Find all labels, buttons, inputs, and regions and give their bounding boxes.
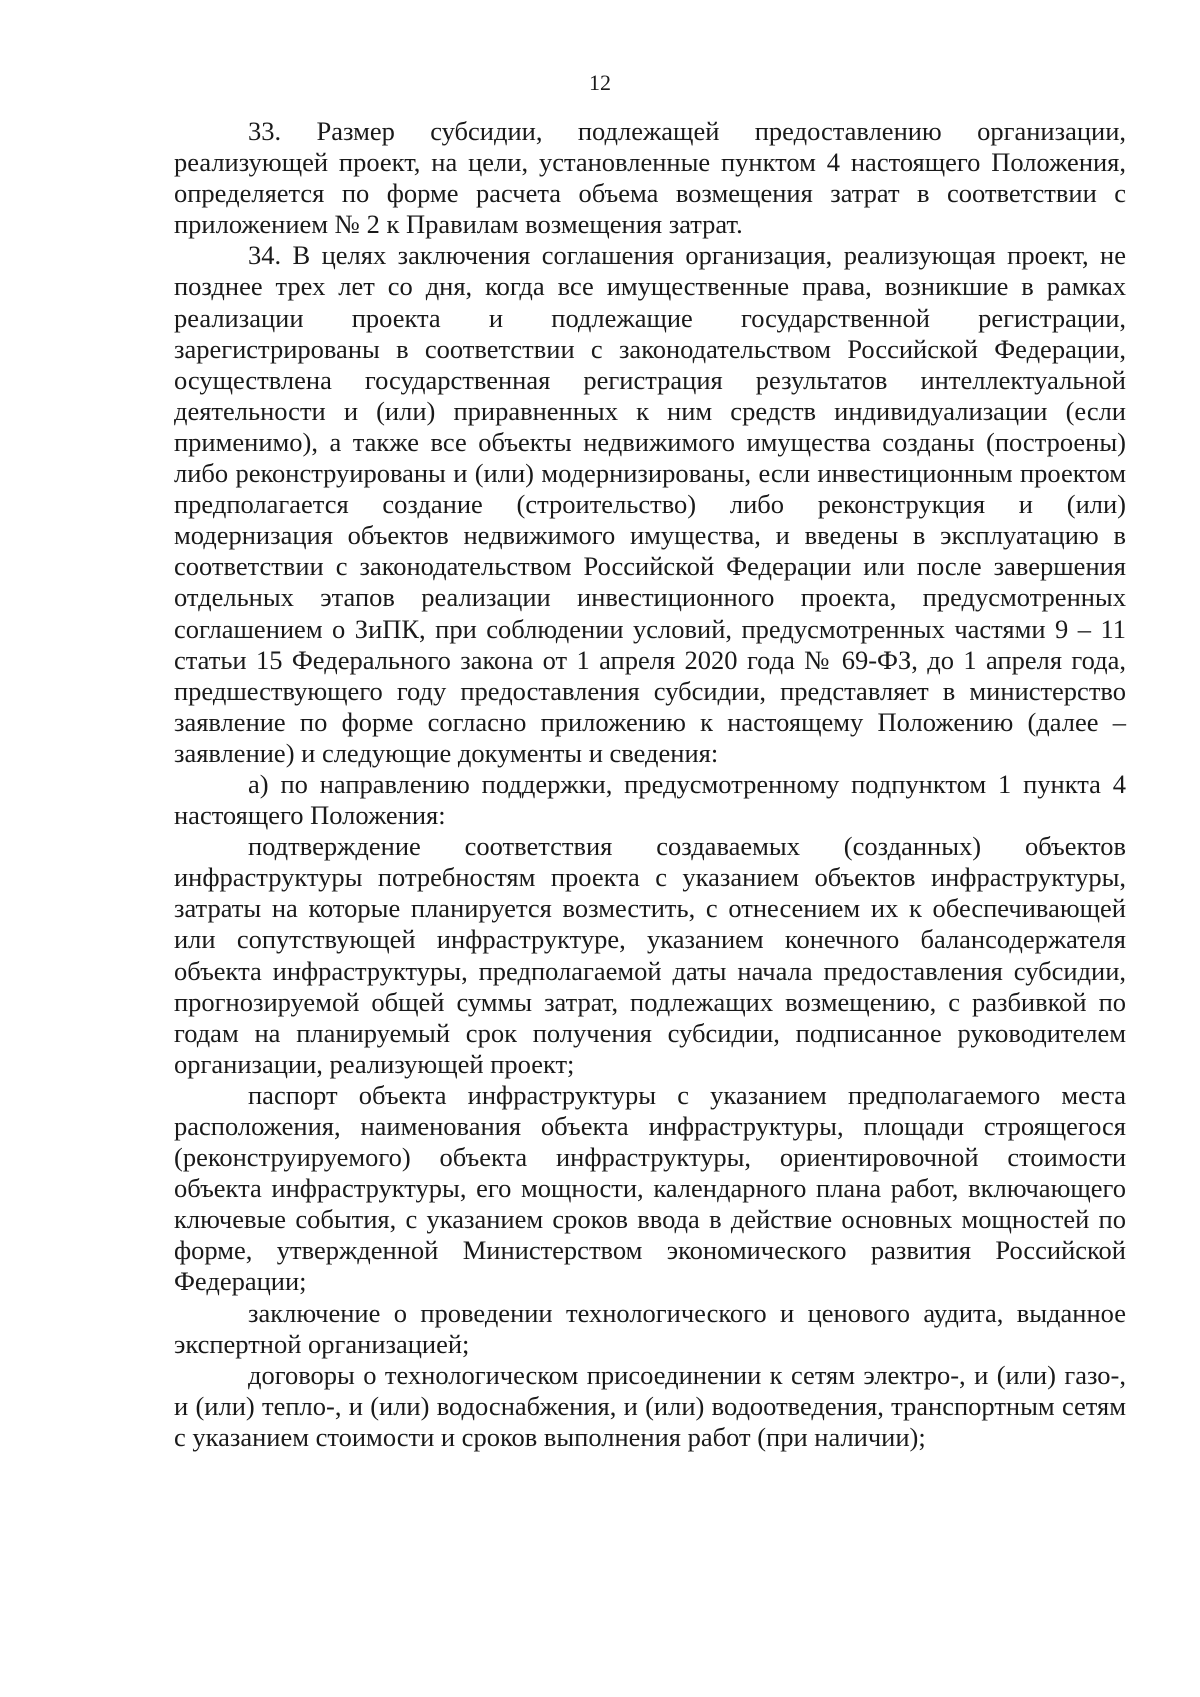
paragraph-33: 33. Размер субсидии, подлежащей предоставлению организации, реализующей проект, на цели, установленные пунктом 4 настоящего Положения, определяется по форме расчета объема возмещения затрат в соответствии с приложением № 2 к Правилам возмещения затрат. xyxy=(174,116,1126,240)
page-number: 12 xyxy=(589,70,611,95)
paragraph-infrastructure-confirmation: подтверждение соответствия создаваемых (созданных) объектов инфраструктуры потребностям проекта с указанием объектов инфраструктуры, затраты на которые планируется возместить, с отнесением их к обеспечивающей или сопутствующей инфраструктуре, указанием конечного балансодержателя объекта инфраструктуры, предполагаемой даты начала предоставления субсидии, прогнозируемой общей суммы затрат, подлежащих возмещению, с разбивкой по годам на планируемый срок получения субсидии, подписанное руководителем организации, реализующей проект; xyxy=(174,831,1126,1079)
document-body xyxy=(174,116,1126,1453)
paragraph-infrastructure-passport: паспорт объекта инфраструктуры с указанием предполагаемого места расположения, наименования объекта инфраструктуры, площади строящегося (реконструируемого) объекта инфраструктуры, ориентировочной стоимости объекта инфраструктуры, его мощности, календарного плана работ, включающего ключевые события, с указанием сроков ввода в действие основных мощностей по форме, утвержденной Министерством экономического развития Российской Федерации; xyxy=(174,1079,1126,1297)
paragraph-connection-contracts: договоры о технологическом присоединении к сетям электро-, и (или) газо-, и (или) тепло-, и (или) водоснабжения, и (или) водоотведения, транспортным сетям с указанием стоимости и сроков выполнения работ (при наличии); xyxy=(174,1359,1126,1452)
paragraph-audit-conclusion: заключение о проведении технологического и ценового аудита, выданное экспертной организацией; xyxy=(174,1297,1126,1359)
paragraph-34: 34. В целях заключения соглашения организация, реализующая проект, не позднее трех лет со дня, когда все имущественные права, возникшие в рамках реализации проекта и подлежащие государственной регистрации, зарегистрированы в соответствии с законодательством Российской Федерации, осуществлена государственная регистрация результатов интеллектуальной деятельности и (или) приравненных к ним средств индивидуализации (если применимо), а также все объекты недвижимого имущества созданы (построены) либо реконструированы и (или) модернизированы, если инвестиционным проектом предполагается создание (строительство) либо реконструкция и (или) модернизация объектов недвижимого имущества, и введены в эксплуатацию в соответствии с законодательством Российской Федерации или после завершения отдельных этапов реализации инвестиционного проекта, предусмотренных соглашением о ЗиПК, при соблюдении условий, предусмотренных частями 9 – 11 статьи 15 Федерального закона от 1 апреля 2020 года № 69-ФЗ, до 1 апреля года, предшествующего году предоставления субсидии, представляет в министерство заявление по форме согласно приложению к настоящему Положению (далее – заявление) и следующие документы и сведения: xyxy=(174,240,1126,768)
subparagraph-a: а) по направлению поддержки, предусмотренному подпунктом 1 пункта 4 настоящего Положения: xyxy=(174,768,1126,831)
